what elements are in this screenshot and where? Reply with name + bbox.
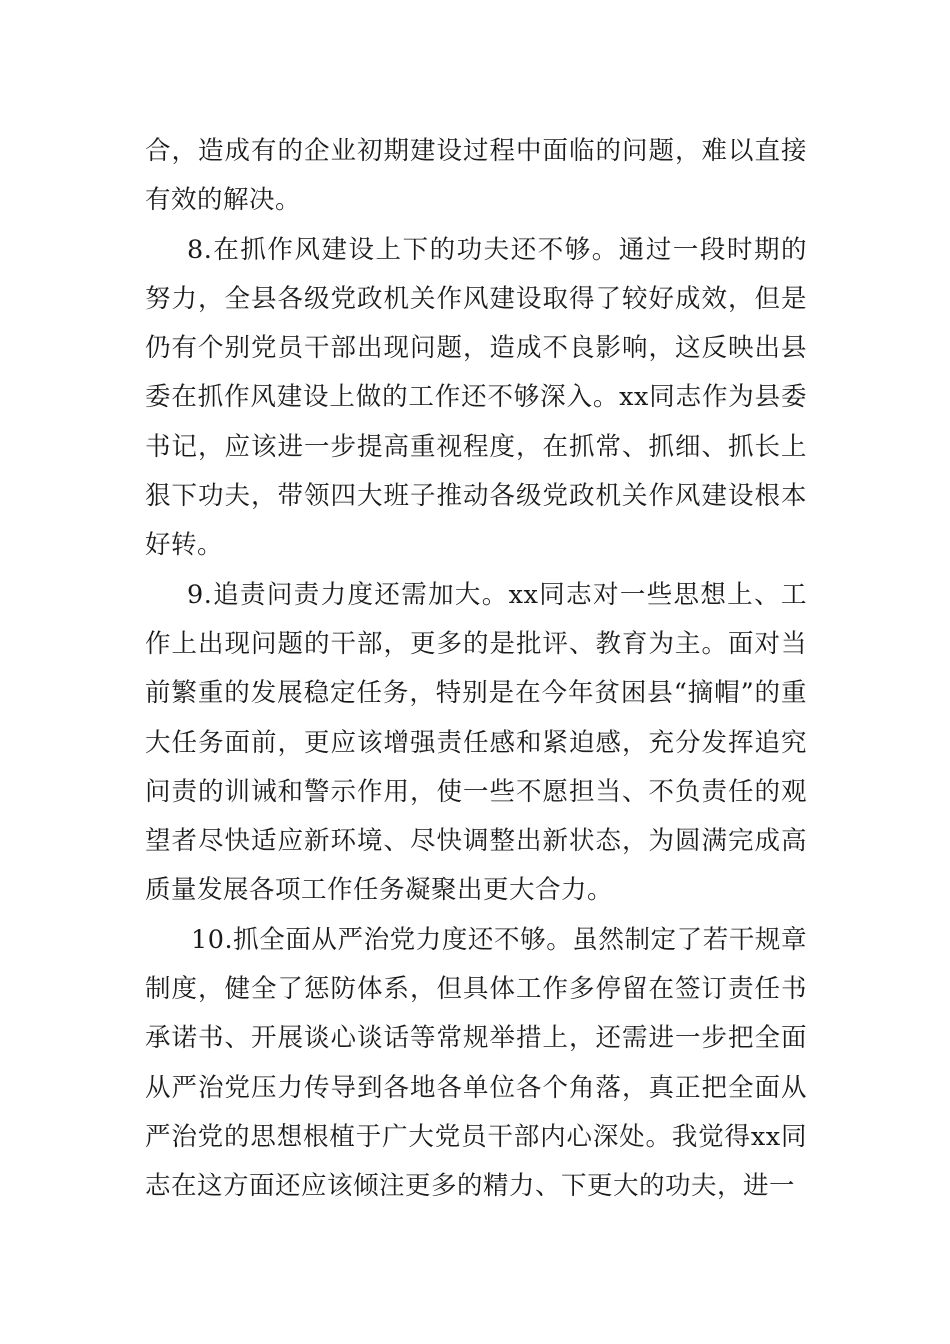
paragraph-item-10: 10.抓全面从严治党力度还不够。虽然制定了若干规章制度，健全了惩防体系，但具体工作多停留在签订责任书承诺书、开展谈心谈话等常规举措上，还需进一步把全面从严治党压力传导到各地各单位各个角落，真正把全面从严治党的思想根植于广大党员干部内心深处。我觉得xx同志在这方面还应该倾注更多的精力、下更大的功夫，进一	[145, 924, 807, 1202]
document-body	[145, 127, 807, 1212]
paragraph-item-9: 9.追责问责力度还需加大。xx同志对一些思想上、工作上出现问题的干部，更多的是批评、教育为主。面对当前繁重的发展稳定任务，特别是在今年贫困县“摘帽”的重大任务面前，更应该增强责任感和紧迫感，充分发挥追究问责的训诫和警示作用，使一些不愿担当、不负责任的观望者尽快适应新环境、尽快调整出新状态，为圆满完成高质量发展各项工作任务凝聚出更大合力。	[145, 579, 807, 906]
paragraph-continuation: 合，造成有的企业初期建设过程中面临的问题，难以直接有效的解决。	[145, 136, 807, 216]
paragraph-item-8: 8.在抓作风建设上下的功夫还不够。通过一段时期的努力，全县各级党政机关作风建设取得了较好成效，但是仍有个别党员干部出现问题，造成不良影响，这反映出县委在抓作风建设上做的工作还不够深入。xx同志作为县委书记，应该进一步提高重视程度，在抓常、抓细、抓长上狠下功夫，带领四大班子推动各级党政机关作风建设根本好转。	[145, 234, 807, 561]
